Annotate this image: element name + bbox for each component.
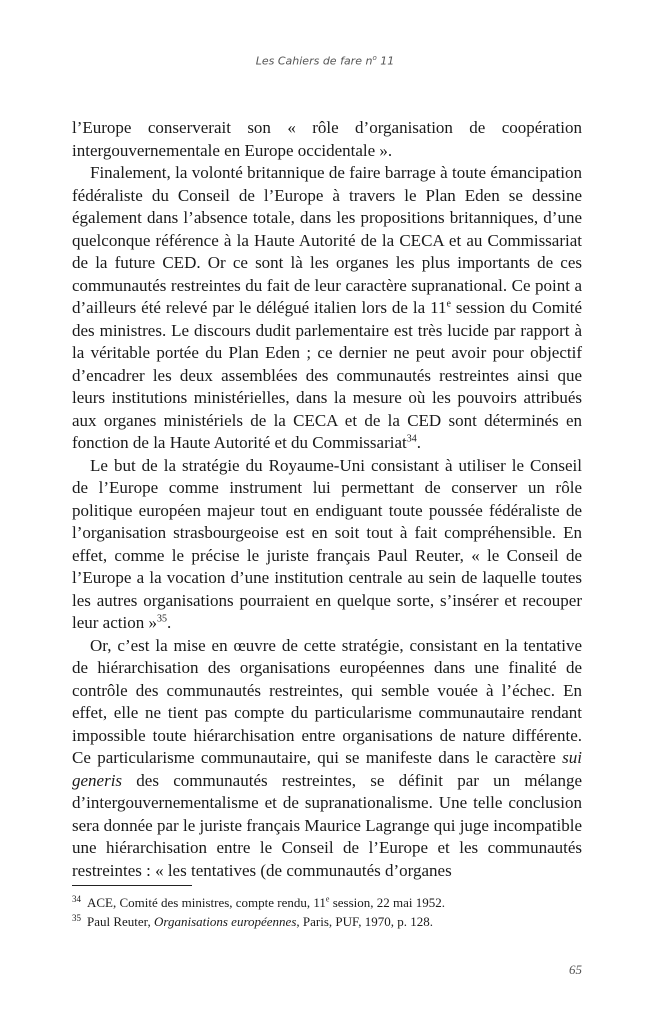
- running-head-number: 11: [376, 54, 395, 68]
- footnote-italic-title: Organisations européennes: [154, 914, 297, 929]
- ordinal-sup: e: [446, 298, 451, 310]
- paragraph-3-text-b: .: [166, 613, 172, 632]
- running-head: [0, 54, 650, 68]
- body-text: [72, 117, 582, 882]
- footnote-text: , Paris, PUF, 1970, p. 128.: [296, 914, 433, 929]
- paragraph-2: [72, 162, 582, 455]
- paragraph-1: l’Europe conserverait son « rôle d’organisation de coopération intergouvernementale en Europe occidentale ».: [72, 118, 582, 160]
- footnote-text: session, 22 mai 1952.: [329, 895, 446, 910]
- paragraph-3: [72, 455, 582, 635]
- paragraph-4-italic: sui generis: [72, 748, 582, 790]
- running-head-sup: o: [372, 54, 377, 62]
- paragraph-2-text-a: Finalement, la volonté britannique de faire barrage à toute émancipation fédéraliste du Conseil de l’Europe à travers le Plan Eden se dessine également dans l’absence totale, dans les propositions britanniques, d’une quelconque référence à la Haute Autorité de la CECA et au Commissariat de la future CED. Or ce sont là les organes les plus importants de ces communautés restreintes du fait de leur caractère supranational. Ce point a d’ailleurs été relevé par le délégué italien lors de la 11: [72, 163, 582, 317]
- footnote-rule: [72, 885, 192, 886]
- footnote-number: 34: [72, 893, 81, 904]
- footnote-34: [72, 893, 582, 912]
- footnote-ref-35[interactable]: 35: [156, 613, 167, 625]
- footnote-ref-34[interactable]: 34: [406, 433, 417, 445]
- paragraph-3-text-a: Le but de la stratégie du Royaume-Uni consistant à utiliser le Conseil de l’Europe comme instrument lui permettant de conserver un rôle politique européen majeur tout en endiguant toute poussée fédéraliste de l’organisation strasbourgeoise est en soit tout à fait compréhensible. En effet, comme le précise le juriste français Paul Reuter, « le Conseil de l’Europe a la vocation d’une institution centrale au sein de laquelle toutes les autres organisations pourraient en quelque sorte, s’insérer et recouper leur action »: [72, 455, 582, 632]
- paragraph-4: [72, 635, 582, 883]
- footnote-text: ACE, Comité des ministres, compte rendu, 11: [87, 895, 326, 910]
- footnote-number: 35: [72, 912, 81, 923]
- paragraph-4-text-a: Or, c’est la mise en œuvre de cette stratégie, consistant en la tentative de hiérarchisation des organisations européennes dans une finalité de contrôle des communautés restreintes, qui semble vouée à l’échec. En effet, elle ne tient pas compte du particularisme communautaire rendant impossible toute hiérarchisation entre organisations de nature différente. Ce particularisme communautaire, qui se manifeste dans le caractère: [72, 635, 582, 767]
- page-number: 65: [569, 962, 582, 977]
- running-head-title: Les Cahiers de fare n: [255, 54, 373, 68]
- paragraph-4-text-b: des communautés restreintes, se définit par un mélange d’intergouvernementalisme et de supranationalisme. Une telle conclusion sera donnée par le juriste français Maurice Lagrange qui juge incompatible une hiérarchisation entre le Conseil de l’Europe et les communautés restreintes : « les tentatives (de communautés d’organes: [72, 770, 582, 880]
- paragraph-2-text-c: .: [416, 433, 421, 452]
- footnote-35: [72, 912, 582, 931]
- footnote-text: Paul Reuter,: [87, 914, 154, 929]
- footnote-ordinal-sup: e: [325, 894, 330, 904]
- footnotes: [72, 893, 582, 931]
- paragraph-2-text-b: session du Comité des ministres. Le discours dudit parlementaire est très lucide par rapport à la véritable portée du Plan Eden ; ce dernier ne peut avoir pour objectif d’encadrer les deux assemblées des communautés restreintes ainsi que leurs institutions ministérielles, dans la mesure où les pouvoirs attribués aux organes ministériels de la CECA et de la CED sont déterminés en fonction de la Haute Autorité et du Commissariat: [72, 298, 582, 452]
